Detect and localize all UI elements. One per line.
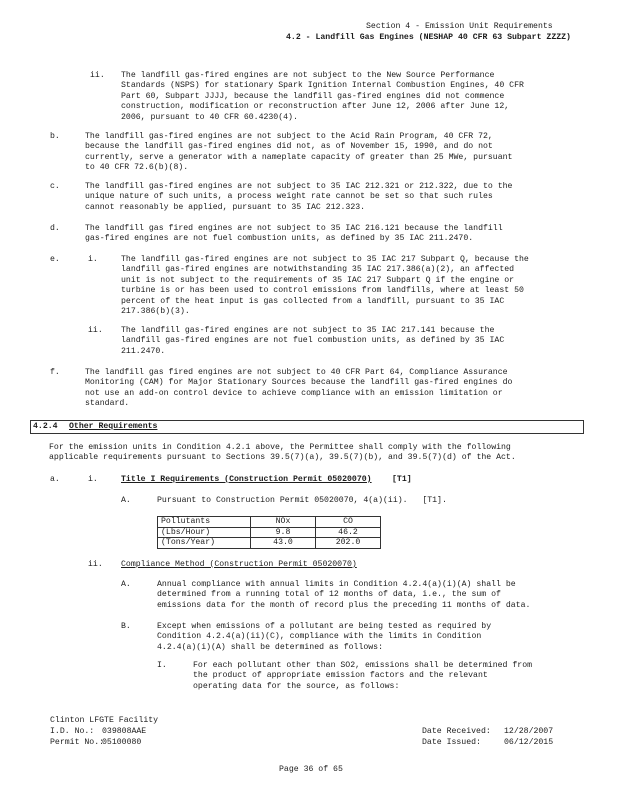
compliance-B-label: B. <box>121 622 131 631</box>
compliance-A-text: Annual compliance with annual limits in Condition 4.2.4(a)(i)(A) shall be determined from a running total of 12 months of data, i.e., the sum of emissions data for the month of record plus the preceding 11 months of data. <box>157 580 531 610</box>
table-cell: 9.8 <box>251 527 316 538</box>
item-a-label: a. <box>50 475 60 484</box>
title-i-heading: Title I Requirements (Construction Permit 05020070) <box>121 475 372 484</box>
page-number: Page 36 of 65 <box>279 765 343 774</box>
item-a-i-label: i. <box>88 475 98 484</box>
footer-facility: Clinton LFGTE Facility <box>50 716 159 725</box>
item-e-label: e. <box>50 255 60 264</box>
footer-issued-label: Date Issued: <box>422 738 481 747</box>
footer-id-label: I.D. No.: <box>50 727 95 736</box>
item-A-label: A. <box>121 496 131 505</box>
title-i-tag: [T1] <box>392 475 412 484</box>
item-d-text: The landfill gas fired engines are not subject to 35 IAC 216.121 because the landfill gas-fired engines are not fuel combustion units, as defined by 35 IAC 211.2470. <box>85 224 503 244</box>
footer-id-value: 039808AAE <box>102 727 147 736</box>
table-cell: (Tons/Year) <box>158 538 251 549</box>
header-line-2: 4.2 - Landfill Gas Engines (NESHAP 40 CFR 63 Subpart ZZZZ) <box>286 33 571 42</box>
table-header-row <box>158 517 381 528</box>
table-row <box>158 527 381 538</box>
item-f-label: f. <box>50 368 60 377</box>
table-header-cell: CO <box>316 517 381 528</box>
compliance-method-heading: Compliance Method (Construction Permit 05020070) <box>121 560 357 569</box>
item-b-text: The landfill gas-fired engines are not subject to the Acid Rain Program, 40 CFR 72, because the landfill gas-fired engines did not, as of November 15, 1990, and do not currently, serve a generator with a nameplate capacity of greater than 25 MWe, pursuant to 40 CFR 72.6(b)(8). <box>85 132 513 173</box>
section-title: Other Requirements <box>69 422 158 431</box>
item-c-label: c. <box>50 182 60 191</box>
footer-received-value: 12/28/2007 <box>504 727 554 736</box>
table-header-cell: Pollutants <box>158 517 251 528</box>
section-intro: For the emission units in Condition 4.2.1 above, the Permittee shall comply with the following applicable requirements pursuant to Sections 39.5(7)(a), 39.5(7)(b), and 39.5(7)(d) of the Act. <box>49 443 516 463</box>
item-ii-text: The landfill gas-fired engines are not subject to the New Source Performance Standards (NSPS) for stationary Spark Ignition Internal Combustion Engines, 40 CFR Part 60, Subpart JJJJ, because the landfill gas-fired engines did not commence construction, modification or reconstruction after June 12, 2006 after June 12, 2006, pursuant to 40 CFR 60.4230(4). <box>121 71 524 122</box>
compliance-B-I-label: I. <box>157 661 167 670</box>
item-a-ii-label: ii. <box>88 560 103 569</box>
table-header-cell: NOx <box>251 517 316 528</box>
item-f-text: The landfill gas fired engines are not subject to 40 CFR Part 64, Compliance Assurance Monitoring (CAM) for Major Stationary Sources because the landfill gas-fired engines do not use an add-on control device to achieve compliance with an emission limitation or standard. <box>85 368 513 409</box>
table-cell: 202.0 <box>316 538 381 549</box>
item-d-label: d. <box>50 224 60 233</box>
footer-received-label: Date Received: <box>422 727 491 736</box>
table-cell: (Lbs/Hour) <box>158 527 251 538</box>
header-line-1: Section 4 - Emission Unit Requirements <box>366 22 553 31</box>
table-row <box>158 538 381 549</box>
item-c-text: The landfill gas-fired engines are not subject to 35 IAC 212.321 or 212.322, due to the unique nature of such units, a process weight rate cannot be set so that such rules cannot reasonably be applied, pursuant to 35 IAC 212.323. <box>85 182 513 212</box>
section-number: 4.2.4 <box>33 422 58 431</box>
footer-permit-label: Permit No.: <box>50 738 105 747</box>
item-e-i-label: i. <box>88 255 98 264</box>
item-e-i-text: The landfill gas-fired engines are not subject to 35 IAC 217 Subpart Q, because the landfill gas-fired engines are notwithstanding 35 IAC 217.386(a)(2), an affected unit is not subject to the requirements of 35 IAC 217 Subpart Q if the engine or turbine is or has been used to control emissions from landfills, where at least 50 percent of the heat input is gas collected from a landfill, pursuant to 35 IAC 217.386(b)(3). <box>121 255 529 317</box>
footer-permit-value: 05100080 <box>102 738 142 747</box>
item-e-ii-label: ii. <box>88 326 103 335</box>
compliance-A-label: A. <box>121 580 131 589</box>
item-ii-label: ii. <box>90 71 105 80</box>
emission-limits-table <box>157 516 381 549</box>
item-A-text: Pursuant to Construction Permit 05020070, 4(a)(ii). [T1]. <box>157 496 447 505</box>
section-heading-box <box>30 420 584 434</box>
table-cell: 43.0 <box>251 538 316 549</box>
compliance-B-text: Except when emissions of a pollutant are being tested as required by Condition 4.2.4(a)(ii)(C), compliance with the limits in Condition 4.2.4(a)(i)(A) shall be determined as follows: <box>157 622 492 652</box>
compliance-B-I-text: For each pollutant other than SO2, emissions shall be determined from the product of appropriate emission factors and the relevant operating data for the source, as follows: <box>193 661 533 691</box>
footer-issued-value: 06/12/2015 <box>504 738 554 747</box>
item-e-ii-text: The landfill gas-fired engines are not subject to 35 IAC 217.141 because the landfill gas-fired engines are not fuel combustion units, as defined by 35 IAC 211.2470. <box>121 326 505 356</box>
table-cell: 46.2 <box>316 527 381 538</box>
item-b-label: b. <box>50 132 60 141</box>
